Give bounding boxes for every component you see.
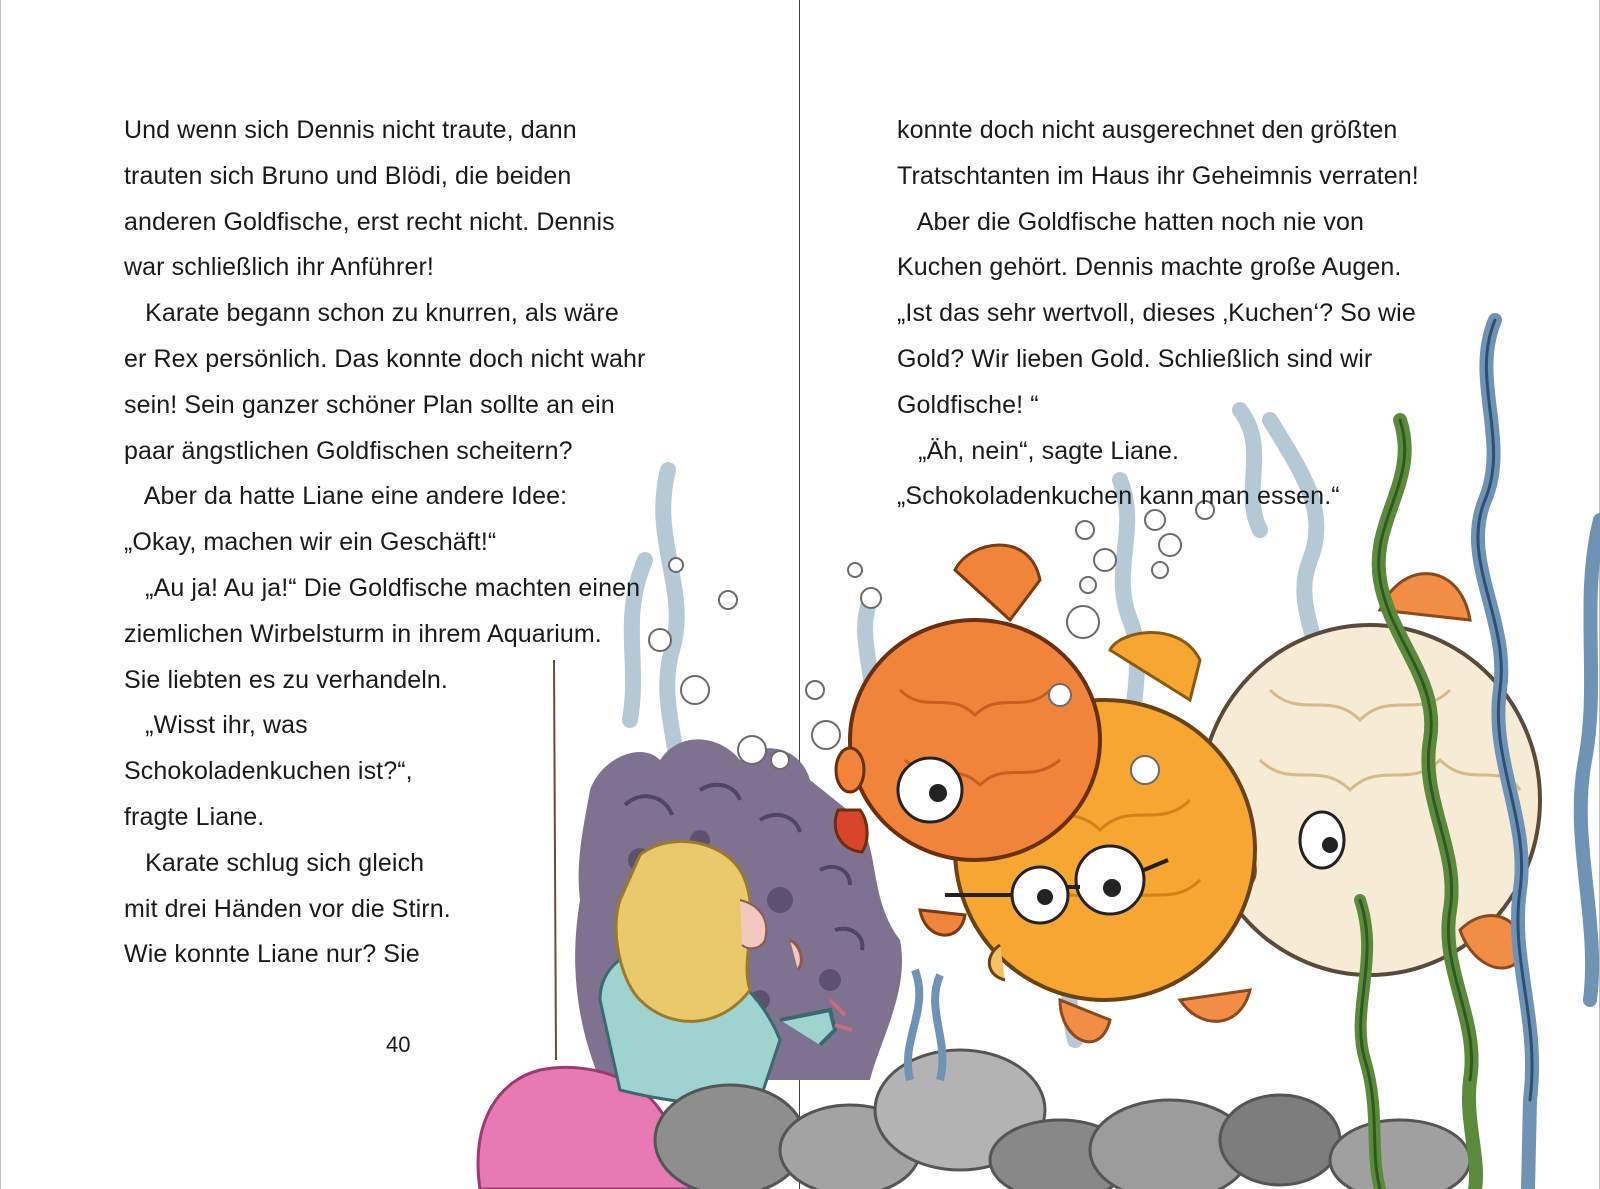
- text-line: war schließlich ihr Anführer!: [124, 253, 434, 282]
- text-line: fragte Liane.: [124, 802, 265, 831]
- text-line: Schokoladenkuchen ist?“,: [124, 757, 413, 786]
- text-line: Karate begann schon zu knurren, als wäre: [124, 299, 619, 328]
- text-line: Und wenn sich Dennis nicht traute, dann: [124, 116, 577, 144]
- text-line: er Rex persönlich. Das konnte doch nicht wahr: [124, 344, 646, 373]
- text-line: mit drei Händen vor die Stirn.: [124, 894, 451, 923]
- blue-seaweed: [1478, 320, 1600, 1189]
- text-line: „Au ja! Au ja!“ Die Goldfische machten einen: [124, 573, 641, 602]
- text-line: „Okay, machen wir ein Geschäft!“: [124, 528, 497, 557]
- text-line: Aber da hatte Liane eine andere Idee:: [124, 482, 568, 511]
- text-line: sein! Sein ganzer schöner Plan sollte an ein: [124, 390, 615, 419]
- text-line: Aber die Goldfische hatten noch nie von: [897, 207, 1365, 236]
- text-line: Gold? Wir lieben Gold. Schließlich sind wir: [897, 344, 1373, 373]
- left-page-text: [124, 108, 645, 978]
- text-line: „Ist das sehr wertvoll, dieses ‚Kuchen‘? So wie: [897, 299, 1416, 328]
- text-line: Wie konnte Liane nur? Sie: [124, 940, 420, 969]
- text-line: Tratschtanten im Haus ihr Geheimnis verraten!: [897, 161, 1419, 190]
- text-line: paar ängstlichen Goldfischen scheitern?: [124, 436, 573, 465]
- text-line: „Schokoladenkuchen kann man essen.“: [897, 482, 1340, 511]
- text-line: Sie liebten es zu verhandeln.: [124, 665, 448, 694]
- right-page-text: [897, 108, 1419, 520]
- text-line: „Wisst ihr, was: [124, 711, 308, 740]
- text-line: konnte doch nicht ausgerechnet den größten: [897, 116, 1398, 144]
- text-line: ziemlichen Wirbelsturm in ihrem Aquarium.: [124, 619, 602, 648]
- text-line: Goldfische! “: [897, 390, 1039, 419]
- text-line: Karate schlug sich gleich: [124, 848, 425, 877]
- page-number: 40: [386, 1032, 411, 1057]
- text-line: Kuchen gehört. Dennis machte große Augen.: [897, 253, 1402, 282]
- text-line: trauten sich Bruno und Blödi, die beiden: [124, 161, 572, 190]
- text-line: „Äh, nein“, sagte Liane.: [897, 436, 1180, 465]
- text-line: anderen Goldfische, erst recht nicht. Dennis: [124, 207, 615, 236]
